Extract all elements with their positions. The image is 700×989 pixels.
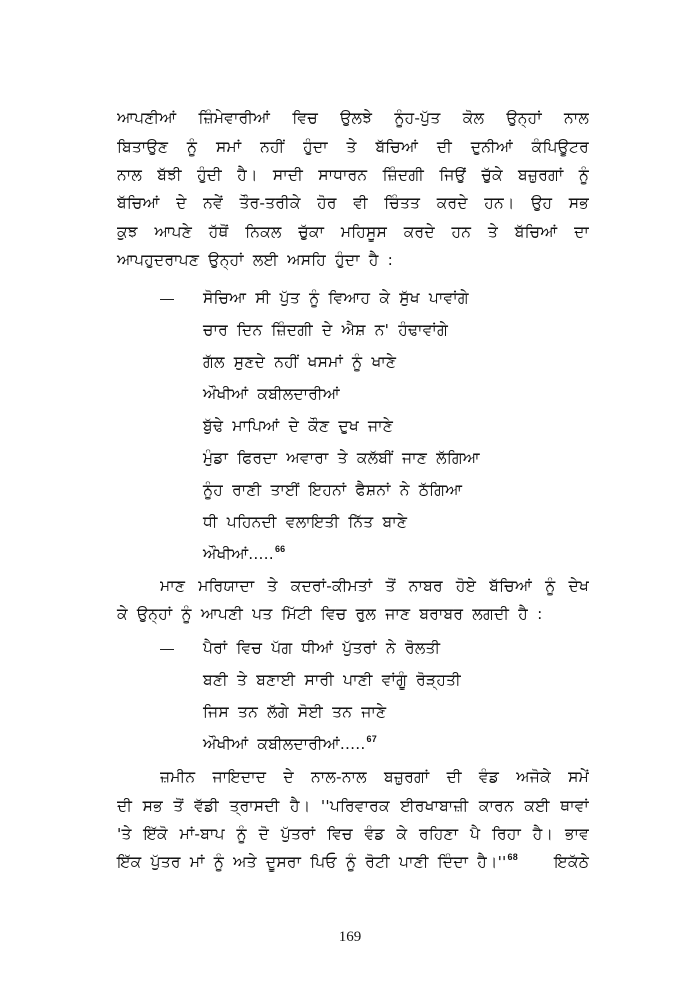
paragraph-2-last-line: ਕੇ ਉਨ੍ਹਾਂ ਨੂੰ ਆਪਣੀ ਪਤ ਮਿੱਟੀ ਵਿਚ ਰੁਲ ਜਾਣ ਬਰਾਬਰ ਲਗਦੀ ਹੈ : xyxy=(117,605,543,623)
page-number: 169 xyxy=(338,929,362,945)
paragraph-1-line-3: ਨਾਲ ਬੱਝੀ ਹੁੰਦੀ ਹੈ। ਸਾਦੀ ਸਾਧਾਰਨ ਜ਼ਿੰਦਗੀ ਜਿਉਂ ਚੁੱਕੇ ਬਜ਼ੁਰਗਾਂ ਨੂੰ xyxy=(117,166,589,184)
paragraph-3-line-1: ਜ਼ਮੀਨ ਜਾਇਦਾਦ ਦੇ ਨਾਲ-ਨਾਲ ਬਜ਼ੁਰਗਾਂ ਦੀ ਵੰਡ ਅਜੋਕੇ ਸਮੇਂ xyxy=(160,768,589,786)
verse-1-last-text: ਔਖੀਆਂ..... xyxy=(203,545,274,563)
paragraph-3-line-4-tail: ਇਕੱਠੇ xyxy=(554,853,589,871)
verse-1-dash xyxy=(160,299,174,300)
verse-1-line-1: ਸੋਚਿਆ ਸੀ ਪੁੱਤ ਨੂੰ ਵਿਆਹ ਕੇ ਸੁੱਖ ਪਾਵਾਂਗੇ xyxy=(203,289,469,307)
paragraph-1-line-4: ਬੱਚਿਆਂ ਦੇ ਨਵੇਂ ਤੌਰ-ਤਰੀਕੇ ਹੋਰ ਵੀ ਚਿੰਤਤ ਕਰਦੇ ਹਨ। ਉਹ ਸਭ xyxy=(117,194,589,212)
footnote-ref-66: 66 xyxy=(274,544,286,554)
paragraph-3-line-2: ਦੀ ਸਭ ਤੋਂ ਵੱਡੀ ਤ੍ਰਾਸਦੀ ਹੈ। ''ਪਰਿਵਾਰਕ ਈਰਖਾਬਾਜ਼ੀ ਕਾਰਨ ਕਈ ਥਾਵਾਂ xyxy=(117,797,589,815)
footnote-ref-68: 68 xyxy=(507,852,518,862)
verse-1-line-5: ਬੁੱਢੇ ਮਾਪਿਆਂ ਦੇ ਕੌਣ ਦੁਖ ਜਾਣੇ xyxy=(203,417,394,435)
verse-2-line-1: ਪੈਰਾਂ ਵਿਚ ਪੱਗ ਧੀਆਂ ਪੁੱਤਰਾਂ ਨੇ ਰੋਲਤੀ xyxy=(203,639,441,657)
quote-end-text: ਇੱਕ ਪੁੱਤਰ ਮਾਂ ਨੂੰ ਅਤੇ ਦੂਸਰਾ ਪਿਓ ਨੂੰ ਰੋਟੀ ਪਾਣੀ ਦਿੰਦਾ ਹੈ।'' xyxy=(117,853,507,871)
paragraph-1-line-5: ਕੁਝ ਆਪਣੇ ਹੱਥੋਂ ਨਿਕਲ ਚੁੱਕਾ ਮਹਿਸੂਸ ਕਰਦੇ ਹਨ ਤੇ ਬੱਚਿਆਂ ਦਾ xyxy=(117,223,589,241)
verse-2-last-line xyxy=(203,734,377,754)
verse-1-last-line xyxy=(203,544,285,564)
verse-2-line-3: ਜਿਸ ਤਨ ਲੱਗੇ ਸੋਈ ਤਨ ਜਾਣੇ xyxy=(203,703,387,721)
paragraph-3-line-4 xyxy=(117,852,589,872)
verse-1-line-7: ਨੂੰਹ ਰਾਣੀ ਤਾਈਂ ਇਹਨਾਂ ਫੈਸ਼ਨਾਂ ਨੇ ਠੱਗਿਆ xyxy=(203,481,463,499)
verse-1-line-2: ਚਾਰ ਦਿਨ ਜ਼ਿੰਦਗੀ ਦੇ ਐਸ਼ ਨ' ਹੰਢਾਵਾਂਗੇ xyxy=(203,321,448,339)
verse-1-line-3: ਗੱਲ ਸੁਣਦੇ ਨਹੀਂ ਖਸਮਾਂ ਨੂੰ ਖਾਣੇ xyxy=(203,353,397,371)
paragraph-1-last-line: ਆਪਹੁਦਰਾਪਣ ਉਨ੍ਹਾਂ ਲਈ ਅਸਹਿ ਹੁੰਦਾ ਹੈ : xyxy=(117,251,394,269)
paragraph-1-line-1: ਆਪਣੀਆਂ ਜ਼ਿੰਮੇਵਾਰੀਆਂ ਵਿਚ ਉਲਝੇ ਨੂੰਹ-ਪੁੱਤ ਕੋਲ ਉਨ੍ਹਾਂ ਨਾਲ xyxy=(117,109,589,127)
paragraph-1-line-2: ਬਿਤਾਉਣ ਨੂੰ ਸਮਾਂ ਨਹੀਂ ਹੁੰਦਾ ਤੇ ਬੱਚਿਆਂ ਦੀ ਦੁਨੀਆਂ ਕੰਪਿਊਟਰ xyxy=(117,138,589,156)
paragraph-3-line-3: 'ਤੇ ਇੱਕੋ ਮਾਂ-ਬਾਪ ਨੂੰ ਦੋ ਪੁੱਤਰਾਂ ਵਿਚ ਵੰਡ ਕੇ ਰਹਿਣਾ ਪੈ ਰਿਹਾ ਹੈ। ਭਾਵ xyxy=(117,825,589,843)
verse-1-line-6: ਮੁੰਡਾ ਫਿਰਦਾ ਅਵਾਰਾ ਤੇ ਕਲੱਬੀਂ ਜਾਣ ਲੱਗਿਆ xyxy=(203,449,480,467)
verse-1-line-4: ਔਖੀਆਂ ਕਬੀਲਦਾਰੀਆਂ xyxy=(203,385,340,403)
verse-2-line-2: ਬਣੀ ਤੇ ਬਣਾਈ ਸਾਰੀ ਪਾਣੀ ਵਾਂਗੂੰ ਰੋੜ੍ਹਤੀ xyxy=(203,671,461,689)
verse-2-last-text: ਔਖੀਆਂ ਕਬੀਲਦਾਰੀਆਂ..... xyxy=(203,735,366,753)
verse-2-dash xyxy=(160,649,174,650)
paragraph-2-line-1: ਮਾਣ ਮਰਿਯਾਦਾ ਤੇ ਕਦਰਾਂ-ਕੀਮਤਾਂ ਤੋਂ ਨਾਬਰ ਹੋਏ ਬੱਚਿਆਂ ਨੂੰ ਦੇਖ xyxy=(160,577,589,595)
verse-1-line-8: ਧੀ ਪਹਿਨਦੀ ਵਲਾਇਤੀ ਨਿੱਤ ਬਾਣੇ xyxy=(203,513,408,531)
paragraph-3-line-4-text xyxy=(117,852,518,872)
footnote-ref-67: 67 xyxy=(366,734,377,744)
